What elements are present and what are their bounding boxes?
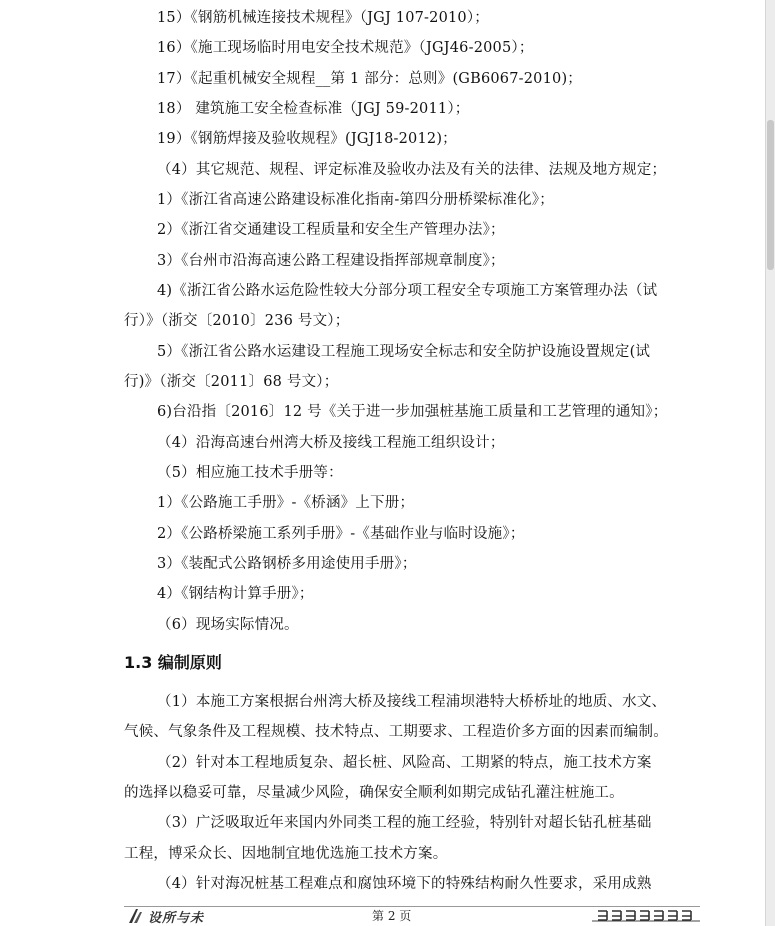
reference-line: （4）沿海高速台州湾大桥及接线工程施工组织设计；	[157, 435, 505, 451]
reference-line: 19）《钢筋焊接及验收规程》(JGJ18-2012)；	[157, 131, 457, 147]
principle-line: （3）广泛吸取近年来国内外同类工程的施工经验，特别针对超长钻孔桩基础	[157, 815, 652, 831]
section-heading: 1.3 编制原则	[124, 653, 222, 672]
reference-line: 16）《施工现场临时用电安全技术规范》（JGJ46-2005）；	[157, 40, 534, 56]
reference-line: （6）现场实际情况。	[157, 617, 299, 633]
reference-line: 1）《浙江省高速公路建设标准化指南-第四分册桥梁标准化》；	[157, 192, 554, 208]
vertical-scrollbar[interactable]	[765, 0, 775, 926]
principle-line: （1）本施工方案根据台州湾大桥及接线工程浦坝港特大桥桥址的地质、水文、	[157, 694, 667, 710]
page-footer	[0, 900, 765, 926]
reference-line: 18） 建筑施工安全检查标准（JGJ 59-2011）；	[157, 101, 470, 117]
reference-line: 1）《公路施工手册》-《桥涵》上下册；	[157, 495, 415, 511]
principle-line: （2）针对本工程地质复杂、超长桩、风险高、工期紧的特点，施工技术方案	[157, 755, 652, 771]
principle-line: （4）针对海况桩基工程难点和腐蚀环境下的特殊结构耐久性要求，采用成熟	[157, 876, 652, 892]
logo-text: 设所与未	[148, 910, 205, 926]
reference-line: 行)》（浙交〔2011〕68 号文）；	[124, 374, 339, 390]
reference-line: 2）《浙江省交通建设工程质量和安全生产管理办法》；	[157, 222, 505, 238]
footer-divider	[124, 906, 700, 907]
logo-icon	[128, 908, 144, 924]
principle-line: 气候、气象条件及工程规模、技术特点、工期要求、工程造价多方面的因素而编制。	[124, 724, 668, 740]
reference-line: 4)《浙江省公路水运危险性较大分部分项工程安全专项施工方案管理办法（试	[157, 283, 658, 299]
reference-line: 3）《装配式公路钢桥多用途使用手册》；	[157, 556, 417, 572]
reference-line: 2）《公路桥梁施工系列手册》-《基础作业与临时设施》；	[157, 526, 525, 542]
page-number: 第 2 页	[372, 909, 412, 923]
reference-line: 4）《钢结构计算手册》；	[157, 586, 314, 602]
reference-line: （4）其它规范、规程、评定标准及验收办法及有关的法律、法规及地方规定；	[157, 162, 667, 178]
reference-line: 15）《钢筋机械连接技术规程》（JGJ 107-2010）；	[157, 10, 489, 26]
reference-line: 行）》（浙交〔2010〕236 号文）；	[124, 313, 350, 329]
scrollbar-thumb[interactable]	[767, 120, 774, 270]
reference-line: （5）相应施工技术手册等：	[157, 465, 343, 481]
reference-line: 5）《浙江省公路水运建设工程施工现场安全标志和安全防护设施设置规定(试	[157, 344, 651, 360]
footer-stamp-icon	[592, 908, 700, 924]
reference-line: 17）《起重机械安全规程__第 1 部分：总则》(GB6067-2010)；	[157, 71, 582, 87]
reference-line: 3）《台州市沿海高速公路工程建设指挥部规章制度》；	[157, 253, 505, 269]
footer-logo	[128, 907, 204, 925]
principle-line: 工程，博采众长、因地制宜地优选施工技术方案。	[124, 846, 448, 862]
reference-line: 6)台沿指〔2016〕12 号《关于进一步加强桩基施工质量和工艺管理的通知》；	[157, 404, 668, 420]
principle-line: 的选择以稳妥可靠，尽量减少风险，确保安全顺利如期完成钻孔灌注桩施工。	[124, 785, 624, 801]
